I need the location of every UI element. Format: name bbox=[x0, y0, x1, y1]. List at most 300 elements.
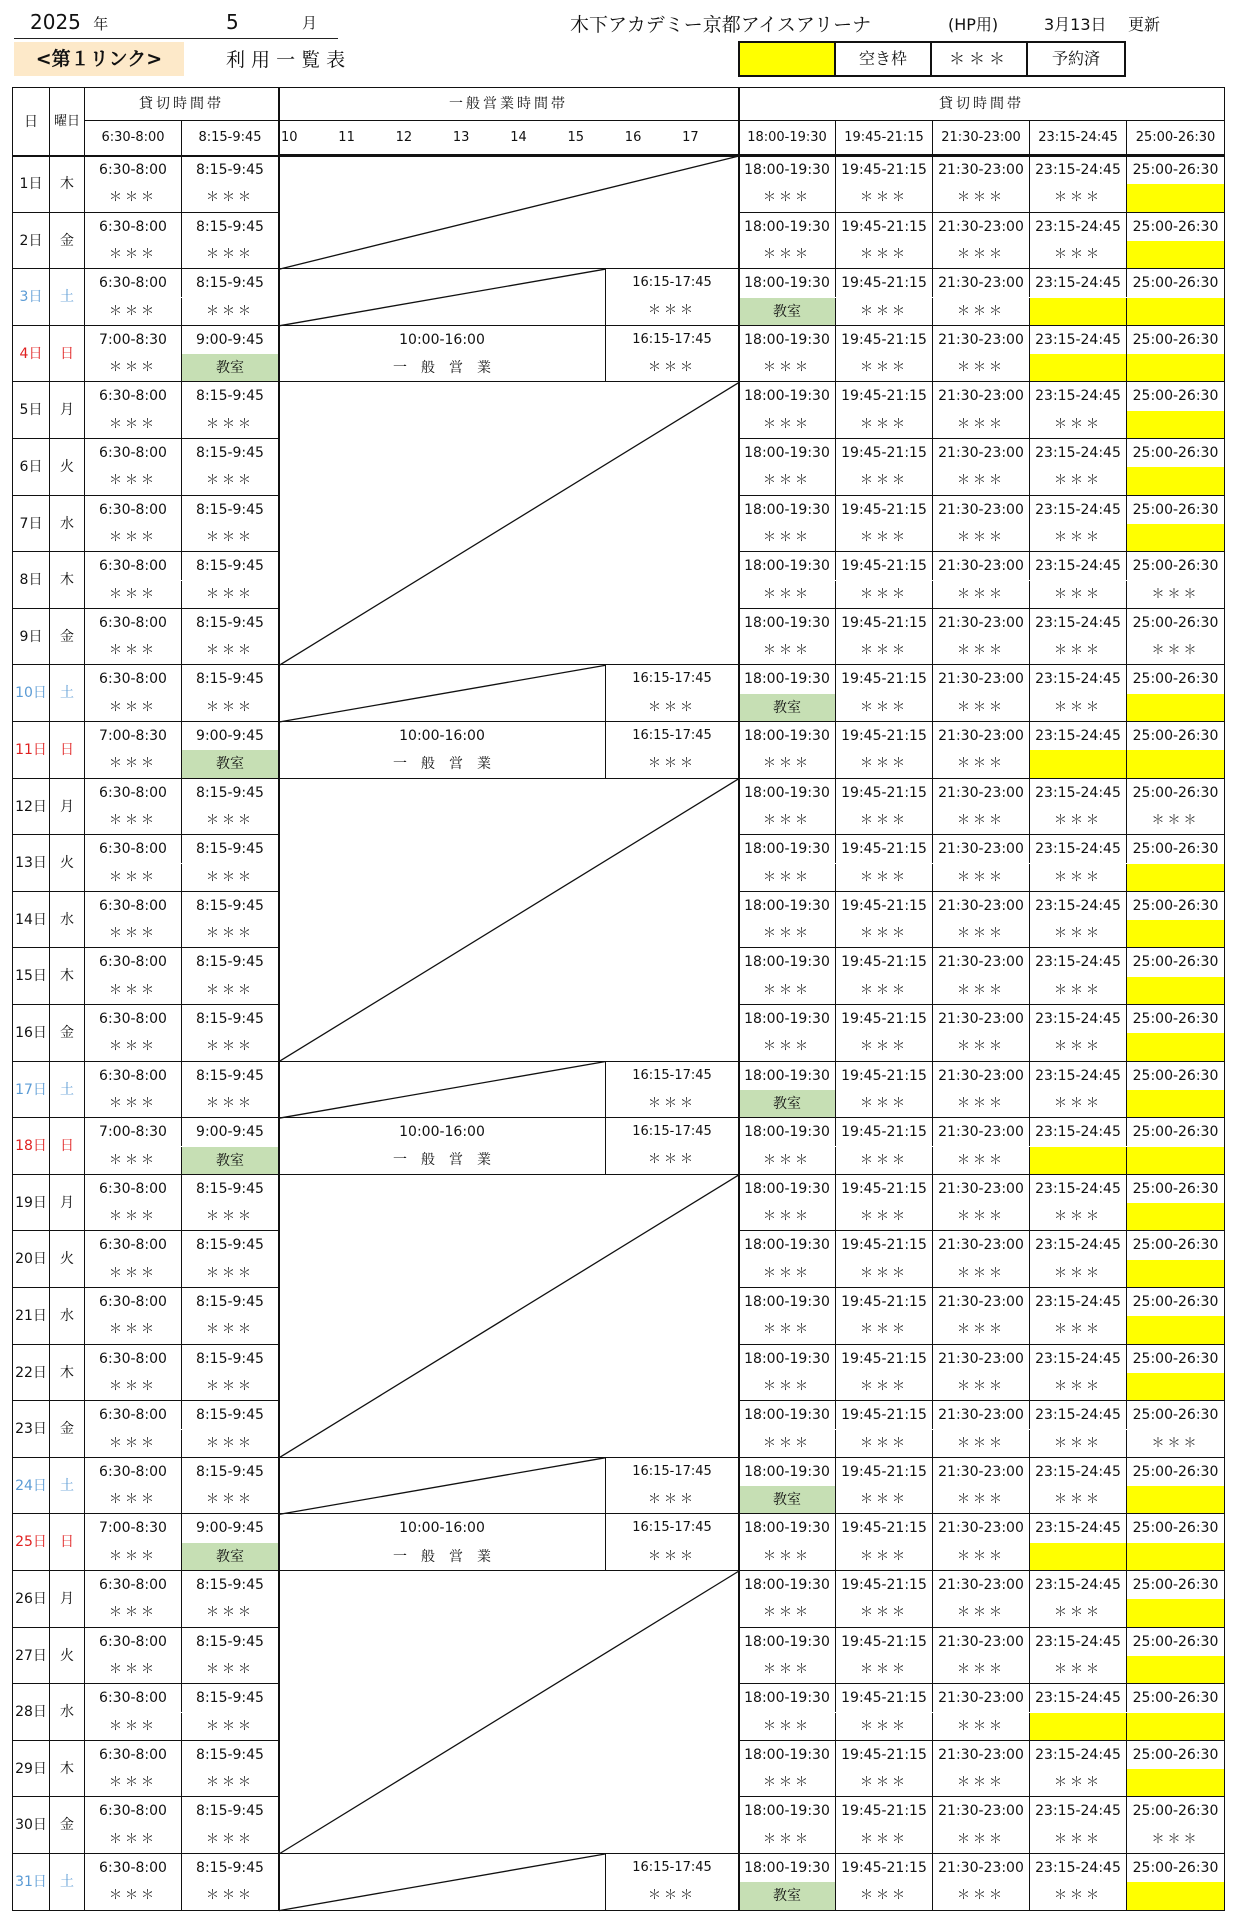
evening-slot-time: 21:30-23:00 bbox=[933, 1175, 1030, 1203]
evening-slot-status: ＊＊＊ bbox=[739, 467, 836, 495]
evening-slot-time: 19:45-21:15 bbox=[836, 213, 933, 241]
morning-slot-time: 8:15-9:45 bbox=[182, 552, 279, 580]
general-area bbox=[279, 722, 739, 779]
evening-slot-time: 21:30-23:00 bbox=[933, 1514, 1030, 1542]
morning-slot-status: ＊＊＊ bbox=[182, 977, 279, 1005]
morning-slot-time: 6:30-8:00 bbox=[85, 1175, 182, 1203]
morning-slot-time: 8:15-9:45 bbox=[182, 1458, 279, 1486]
weekday-label: 水 bbox=[50, 1288, 85, 1345]
evening-slot-status: ＊＊＊ bbox=[1030, 1656, 1127, 1684]
evening-slot-status: ＊＊＊ bbox=[739, 1316, 836, 1344]
hour-tick-17: 17 bbox=[682, 130, 699, 145]
morning-slot-status: ＊＊＊ bbox=[182, 1430, 279, 1458]
year-unit: 年 bbox=[93, 15, 109, 33]
header-general: 一般営業時間帯 bbox=[279, 88, 739, 121]
year bbox=[30, 10, 108, 34]
day-label: 25日 bbox=[13, 1514, 50, 1571]
morning-slot-status: ＊＊＊ bbox=[182, 524, 279, 552]
evening-slot-time: 18:00-19:30 bbox=[739, 1345, 836, 1373]
morning-slot-status: ＊＊＊ bbox=[85, 184, 182, 212]
evening-slot-time: 23:15-24:45 bbox=[1030, 1005, 1127, 1033]
evening-slot-status: ＊＊＊ bbox=[933, 241, 1030, 269]
evening-slot-time: 18:00-19:30 bbox=[739, 722, 836, 750]
open-slot bbox=[1127, 1656, 1225, 1684]
evening-slot-status: ＊＊＊ bbox=[739, 1769, 836, 1797]
month-value: 5 bbox=[226, 10, 239, 34]
evening-slot-status: ＊＊＊ bbox=[933, 750, 1030, 778]
evening-slot-time: 23:15-24:45 bbox=[1030, 382, 1127, 410]
evening-slot-time: 19:45-21:15 bbox=[836, 1797, 933, 1825]
header-slot-1: 6:30-8:00 bbox=[85, 121, 182, 156]
morning-slot-time: 9:00-9:45 bbox=[182, 722, 279, 750]
open-slot bbox=[1030, 1543, 1127, 1571]
evening-slot-status: ＊＊＊ bbox=[933, 1090, 1030, 1118]
evening-slot-status: ＊＊＊ bbox=[836, 411, 933, 439]
evening-slot-status: ＊＊＊ bbox=[933, 1147, 1030, 1175]
general-closed-block bbox=[279, 156, 739, 269]
evening-slot-time: 18:00-19:30 bbox=[739, 326, 836, 354]
evening-slot-status: ＊＊＊ bbox=[739, 1260, 836, 1288]
day-label: 1日 bbox=[13, 156, 50, 213]
general-closed-block bbox=[279, 779, 739, 1062]
morning-slot-status: ＊＊＊ bbox=[85, 1656, 182, 1684]
open-slot bbox=[1127, 1147, 1225, 1175]
evening-slot-status: ＊＊＊ bbox=[739, 807, 836, 835]
evening-slot-time: 23:15-24:45 bbox=[1030, 1797, 1127, 1825]
evening-slot-time: 19:45-21:15 bbox=[836, 1628, 933, 1656]
evening-slot-status: ＊＊＊ bbox=[739, 411, 836, 439]
open-slot bbox=[1127, 354, 1225, 382]
evening-slot-time: 23:15-24:45 bbox=[1030, 439, 1127, 467]
facility-name: 木下アカデミー京都アイスアリーナ bbox=[570, 14, 872, 36]
evening-slot-time: 21:30-23:00 bbox=[933, 439, 1030, 467]
evening-slot-time: 21:30-23:00 bbox=[933, 1345, 1030, 1373]
evening-slot-time: 21:30-23:00 bbox=[933, 948, 1030, 976]
evening-slot-status: ＊＊＊ bbox=[1030, 1826, 1127, 1854]
morning-slot-status: ＊＊＊ bbox=[85, 1033, 182, 1061]
weekday-label: 火 bbox=[50, 1231, 85, 1288]
morning-slot-status: ＊＊＊ bbox=[85, 1316, 182, 1344]
weekday-label: 日 bbox=[50, 326, 85, 383]
general-area bbox=[279, 1514, 739, 1571]
general-closed-block bbox=[279, 1175, 739, 1458]
sat-slot-time: 16:15-17:45 bbox=[632, 275, 712, 291]
evening-slot-time: 23:15-24:45 bbox=[1030, 1741, 1127, 1769]
weekday-label: 土 bbox=[50, 1854, 85, 1911]
morning-slot-time: 6:30-8:00 bbox=[85, 1062, 182, 1090]
header-slot-evening-3: 21:30-23:00 bbox=[933, 121, 1030, 156]
evening-slot-status: ＊＊＊ bbox=[1030, 1090, 1127, 1118]
general-area bbox=[279, 326, 739, 383]
evening-slot-status: ＊＊＊ bbox=[739, 524, 836, 552]
evening-slot-time: 19:45-21:15 bbox=[836, 1118, 933, 1146]
evening-slot-status: ＊＊＊ bbox=[739, 1713, 836, 1741]
morning-slot-time: 8:15-9:45 bbox=[182, 1288, 279, 1316]
evening-slot-time: 23:15-24:45 bbox=[1030, 1514, 1127, 1542]
evening-slot-time: 18:00-19:30 bbox=[739, 892, 836, 920]
open-slot bbox=[1127, 1373, 1225, 1401]
lesson-cell: 教室 bbox=[739, 1090, 836, 1118]
evening-slot-time: 21:30-23:00 bbox=[933, 1741, 1030, 1769]
evening-slot-status: ＊＊＊ bbox=[739, 920, 836, 948]
morning-slot-status: ＊＊＊ bbox=[85, 1373, 182, 1401]
evening-slot-time: 23:15-24:45 bbox=[1030, 326, 1127, 354]
open-slot bbox=[1127, 750, 1225, 778]
general-time: 10:00-16:00 bbox=[399, 1520, 485, 1537]
evening-slot-status: ＊＊＊ bbox=[836, 1486, 933, 1514]
evening-slot-status: ＊＊＊ bbox=[836, 354, 933, 382]
evening-slot-time: 21:30-23:00 bbox=[933, 722, 1030, 750]
sat-slot-status: ＊＊＊ bbox=[647, 1888, 696, 1904]
sat-slot-time: 16:15-17:45 bbox=[632, 331, 712, 347]
weekday-label: 土 bbox=[50, 1458, 85, 1515]
legend-stars: ＊＊＊ bbox=[930, 41, 1028, 77]
evening-slot-time: 21:30-23:00 bbox=[933, 1231, 1030, 1259]
morning-slot-time: 8:15-9:45 bbox=[182, 213, 279, 241]
legend-reserved: 予約済 bbox=[1026, 41, 1126, 77]
morning-slot-status: ＊＊＊ bbox=[182, 241, 279, 269]
evening-slot-time: 23:15-24:45 bbox=[1030, 1345, 1127, 1373]
open-slot bbox=[1030, 1713, 1127, 1741]
morning-slot-status: ＊＊＊ bbox=[85, 1543, 182, 1571]
evening-slot-time: 21:30-23:00 bbox=[933, 213, 1030, 241]
evening-slot-status: ＊＊＊ bbox=[1030, 1430, 1127, 1458]
morning-slot-time: 9:00-9:45 bbox=[182, 326, 279, 354]
evening-slot-status: ＊＊＊ bbox=[1030, 1882, 1127, 1910]
morning-slot-status: ＊＊＊ bbox=[85, 1882, 182, 1910]
evening-slot-time: 19:45-21:15 bbox=[836, 1571, 933, 1599]
evening-slot-time: 21:30-23:00 bbox=[933, 1628, 1030, 1656]
morning-slot-time: 8:15-9:45 bbox=[182, 779, 279, 807]
evening-slot-status: ＊＊＊ bbox=[739, 1656, 836, 1684]
open-slot bbox=[1127, 1090, 1225, 1118]
lesson-cell: 教室 bbox=[182, 750, 279, 778]
evening-slot-time: 25:00-26:30 bbox=[1127, 269, 1225, 297]
evening-slot-status: ＊＊＊ bbox=[836, 1260, 933, 1288]
open-slot bbox=[1127, 411, 1225, 439]
morning-slot-time: 8:15-9:45 bbox=[182, 1854, 279, 1882]
morning-slot-status: ＊＊＊ bbox=[182, 920, 279, 948]
header-weekday: 曜日 bbox=[50, 88, 85, 156]
morning-slot-status: ＊＊＊ bbox=[85, 807, 182, 835]
morning-slot-status: ＊＊＊ bbox=[85, 354, 182, 382]
morning-slot-time: 7:00-8:30 bbox=[85, 722, 182, 750]
evening-slot-time: 21:30-23:00 bbox=[933, 835, 1030, 863]
open-slot bbox=[1030, 354, 1127, 382]
evening-slot-time: 25:00-26:30 bbox=[1127, 948, 1225, 976]
evening-slot-time: 21:30-23:00 bbox=[933, 1684, 1030, 1712]
evening-slot-status: ＊＊＊ bbox=[933, 1033, 1030, 1061]
morning-slot-status: ＊＊＊ bbox=[182, 1656, 279, 1684]
morning-slot-status: ＊＊＊ bbox=[85, 467, 182, 495]
evening-slot-status: ＊＊＊ bbox=[739, 1147, 836, 1175]
morning-slot-status: ＊＊＊ bbox=[85, 1090, 182, 1118]
general-closed-block bbox=[279, 1571, 739, 1854]
day-label: 5日 bbox=[13, 382, 50, 439]
evening-slot-time: 18:00-19:30 bbox=[739, 1231, 836, 1259]
evening-slot-time: 18:00-19:30 bbox=[739, 1005, 836, 1033]
evening-slot-status: ＊＊＊ bbox=[933, 694, 1030, 722]
header-slot-evening-1: 18:00-19:30 bbox=[739, 121, 836, 156]
morning-slot-status: ＊＊＊ bbox=[182, 1826, 279, 1854]
weekday-label: 木 bbox=[50, 552, 85, 609]
evening-slot-time: 23:15-24:45 bbox=[1030, 1062, 1127, 1090]
evening-slot-time: 25:00-26:30 bbox=[1127, 1797, 1225, 1825]
weekday-label: 木 bbox=[50, 948, 85, 1005]
evening-slot-time: 18:00-19:30 bbox=[739, 1514, 836, 1542]
weekday-label: 土 bbox=[50, 665, 85, 722]
evening-slot-status: ＊＊＊ bbox=[836, 1769, 933, 1797]
morning-slot-status: ＊＊＊ bbox=[85, 1430, 182, 1458]
evening-slot-time: 25:00-26:30 bbox=[1127, 892, 1225, 920]
open-slot bbox=[1127, 977, 1225, 1005]
evening-slot-time: 25:00-26:30 bbox=[1127, 835, 1225, 863]
evening-slot-time: 18:00-19:30 bbox=[739, 1854, 836, 1882]
day-label: 18日 bbox=[13, 1118, 50, 1175]
evening-slot-status: ＊＊＊ bbox=[933, 1882, 1030, 1910]
evening-slot-time: 25:00-26:30 bbox=[1127, 439, 1225, 467]
hour-tick-14: 14 bbox=[510, 130, 527, 145]
evening-slot-time: 18:00-19:30 bbox=[739, 609, 836, 637]
evening-slot-time: 23:15-24:45 bbox=[1030, 269, 1127, 297]
sat-slot-time: 16:15-17:45 bbox=[632, 671, 712, 687]
day-label: 29日 bbox=[13, 1741, 50, 1798]
general-area bbox=[279, 1854, 739, 1911]
morning-slot-time: 6:30-8:00 bbox=[85, 948, 182, 976]
evening-slot-time: 18:00-19:30 bbox=[739, 1062, 836, 1090]
section-divider bbox=[278, 88, 280, 1911]
open-slot bbox=[1127, 1486, 1225, 1514]
evening-slot-status: ＊＊＊ bbox=[836, 694, 933, 722]
evening-slot-status: ＊＊＊ bbox=[836, 977, 933, 1005]
open-slot bbox=[1127, 1260, 1225, 1288]
day-label: 13日 bbox=[13, 835, 50, 892]
evening-slot-time: 23:15-24:45 bbox=[1030, 892, 1127, 920]
evening-slot-time: 25:00-26:30 bbox=[1127, 1345, 1225, 1373]
morning-slot-time: 6:30-8:00 bbox=[85, 1854, 182, 1882]
morning-slot-time: 6:30-8:00 bbox=[85, 609, 182, 637]
morning-slot-status: ＊＊＊ bbox=[182, 1090, 279, 1118]
evening-slot-status: ＊＊＊ bbox=[739, 1373, 836, 1401]
morning-slot-status: ＊＊＊ bbox=[182, 411, 279, 439]
evening-slot-status: ＊＊＊ bbox=[1030, 411, 1127, 439]
general-area bbox=[279, 1062, 739, 1119]
general-time: 10:00-16:00 bbox=[399, 331, 485, 348]
hour-tick-16: 16 bbox=[624, 130, 642, 145]
morning-slot-time: 6:30-8:00 bbox=[85, 665, 182, 693]
evening-slot-time: 25:00-26:30 bbox=[1127, 326, 1225, 354]
evening-slot-status: ＊＊＊ bbox=[836, 1543, 933, 1571]
evening-slot-time: 23:15-24:45 bbox=[1030, 722, 1127, 750]
evening-slot-time: 23:15-24:45 bbox=[1030, 948, 1127, 976]
morning-slot-status: ＊＊＊ bbox=[85, 1486, 182, 1514]
evening-slot-status: ＊＊＊ bbox=[739, 977, 836, 1005]
evening-slot-time: 19:45-21:15 bbox=[836, 1684, 933, 1712]
morning-slot-time: 6:30-8:00 bbox=[85, 1401, 182, 1429]
weekday-label: 木 bbox=[50, 156, 85, 213]
evening-slot-status: ＊＊＊ bbox=[1030, 977, 1127, 1005]
morning-slot-time: 8:15-9:45 bbox=[182, 1345, 279, 1373]
morning-slot-status: ＊＊＊ bbox=[85, 241, 182, 269]
morning-slot-time: 8:15-9:45 bbox=[182, 1401, 279, 1429]
evening-slot-time: 23:15-24:45 bbox=[1030, 156, 1127, 184]
day-label: 4日 bbox=[13, 326, 50, 383]
evening-slot-time: 19:45-21:15 bbox=[836, 1514, 933, 1542]
open-slot bbox=[1127, 467, 1225, 495]
sat-slot-status: ＊＊＊ bbox=[647, 303, 696, 319]
sat-slot-status: ＊＊＊ bbox=[647, 1095, 696, 1111]
evening-slot-time: 25:00-26:30 bbox=[1127, 156, 1225, 184]
day-label: 12日 bbox=[13, 779, 50, 836]
lesson-cell: 教室 bbox=[182, 1147, 279, 1175]
evening-slot-status: ＊＊＊ bbox=[836, 920, 933, 948]
morning-slot-status: ＊＊＊ bbox=[85, 750, 182, 778]
evening-slot-time: 23:15-24:45 bbox=[1030, 1628, 1127, 1656]
sat-slot-status: ＊＊＊ bbox=[647, 360, 696, 376]
morning-slot-time: 6:30-8:00 bbox=[85, 382, 182, 410]
evening-slot-status: ＊＊＊ bbox=[1030, 184, 1127, 212]
evening-slot-status: ＊＊＊ bbox=[836, 1316, 933, 1344]
evening-slot-time: 21:30-23:00 bbox=[933, 156, 1030, 184]
evening-slot-status: ＊＊＊ bbox=[836, 1203, 933, 1231]
evening-slot-status: ＊＊＊ bbox=[1030, 1373, 1127, 1401]
evening-slot-time: 19:45-21:15 bbox=[836, 1741, 933, 1769]
evening-slot-time: 18:00-19:30 bbox=[739, 156, 836, 184]
weekday-label: 金 bbox=[50, 1797, 85, 1854]
evening-slot-status: ＊＊＊ bbox=[1030, 581, 1127, 609]
evening-slot-time: 19:45-21:15 bbox=[836, 439, 933, 467]
general-label: 一般営業 bbox=[393, 360, 505, 377]
evening-slot-status: ＊＊＊ bbox=[933, 467, 1030, 495]
morning-slot-time: 6:30-8:00 bbox=[85, 1288, 182, 1316]
evening-slot-time: 19:45-21:15 bbox=[836, 382, 933, 410]
legend-open-swatch bbox=[738, 41, 836, 77]
open-slot bbox=[1030, 1147, 1127, 1175]
evening-slot-time: 18:00-19:30 bbox=[739, 779, 836, 807]
day-label: 16日 bbox=[13, 1005, 50, 1062]
evening-slot-time: 25:00-26:30 bbox=[1127, 1005, 1225, 1033]
lesson-cell: 教室 bbox=[739, 1882, 836, 1910]
weekday-label: 土 bbox=[50, 1062, 85, 1119]
evening-slot-time: 19:45-21:15 bbox=[836, 1175, 933, 1203]
header-slot-evening-2: 19:45-21:15 bbox=[836, 121, 933, 156]
evening-slot-status: ＊＊＊ bbox=[836, 750, 933, 778]
evening-slot-status: ＊＊＊ bbox=[836, 637, 933, 665]
morning-slot-time: 8:15-9:45 bbox=[182, 1062, 279, 1090]
morning-slot-status: ＊＊＊ bbox=[182, 864, 279, 892]
evening-slot-status: ＊＊＊ bbox=[836, 524, 933, 552]
lesson-cell: 教室 bbox=[739, 694, 836, 722]
hour-tick-11: 11 bbox=[338, 130, 355, 145]
morning-slot-time: 8:15-9:45 bbox=[182, 1628, 279, 1656]
evening-slot-time: 18:00-19:30 bbox=[739, 1571, 836, 1599]
year-value: 2025 bbox=[30, 10, 81, 34]
morning-slot-status: ＊＊＊ bbox=[182, 1882, 279, 1910]
morning-slot-time: 6:30-8:00 bbox=[85, 439, 182, 467]
evening-slot-time: 19:45-21:15 bbox=[836, 1231, 933, 1259]
evening-slot-status: ＊＊＊ bbox=[836, 807, 933, 835]
evening-slot-time: 25:00-26:30 bbox=[1127, 496, 1225, 524]
evening-slot-time: 19:45-21:15 bbox=[836, 1345, 933, 1373]
evening-slot-time: 19:45-21:15 bbox=[836, 326, 933, 354]
evening-slot-time: 19:45-21:15 bbox=[836, 1005, 933, 1033]
evening-slot-time: 19:45-21:15 bbox=[836, 156, 933, 184]
evening-slot-time: 25:00-26:30 bbox=[1127, 1628, 1225, 1656]
weekday-label: 土 bbox=[50, 269, 85, 326]
subtitle: 利 用 一 覧 表 bbox=[226, 49, 346, 71]
lesson-cell: 教室 bbox=[182, 354, 279, 382]
morning-slot-status: ＊＊＊ bbox=[182, 1033, 279, 1061]
morning-slot-time: 8:15-9:45 bbox=[182, 835, 279, 863]
general-label: 一般営業 bbox=[393, 756, 505, 773]
sat-slot-status: ＊＊＊ bbox=[647, 1492, 696, 1508]
evening-slot-time: 19:45-21:15 bbox=[836, 1062, 933, 1090]
evening-slot-status: ＊＊＊ bbox=[933, 1656, 1030, 1684]
evening-slot-time: 25:00-26:30 bbox=[1127, 1175, 1225, 1203]
evening-slot-time: 21:30-23:00 bbox=[933, 552, 1030, 580]
hour-tick-12: 12 bbox=[395, 130, 413, 145]
morning-slot-time: 8:15-9:45 bbox=[182, 439, 279, 467]
updated-date: 3月13日 bbox=[1044, 15, 1107, 34]
morning-slot-status: ＊＊＊ bbox=[85, 1260, 182, 1288]
evening-slot-time: 23:15-24:45 bbox=[1030, 1288, 1127, 1316]
morning-slot-time: 6:30-8:00 bbox=[85, 496, 182, 524]
morning-slot-time: 7:00-8:30 bbox=[85, 1514, 182, 1542]
evening-slot-time: 23:15-24:45 bbox=[1030, 665, 1127, 693]
evening-slot-status: ＊＊＊ bbox=[1030, 1316, 1127, 1344]
evening-slot-status: ＊＊＊ bbox=[933, 637, 1030, 665]
morning-slot-time: 6:30-8:00 bbox=[85, 1571, 182, 1599]
evening-slot-status: ＊＊＊ bbox=[1127, 581, 1225, 609]
evening-slot-time: 23:15-24:45 bbox=[1030, 496, 1127, 524]
evening-slot-time: 21:30-23:00 bbox=[933, 892, 1030, 920]
sat-slot-time: 16:15-17:45 bbox=[632, 1124, 712, 1140]
legend-open: 空き枠 bbox=[834, 41, 932, 77]
header-slot-evening-4: 23:15-24:45 bbox=[1030, 121, 1127, 156]
evening-slot-time: 19:45-21:15 bbox=[836, 609, 933, 637]
evening-slot-time: 25:00-26:30 bbox=[1127, 1458, 1225, 1486]
morning-slot-status: ＊＊＊ bbox=[85, 1769, 182, 1797]
evening-slot-time: 18:00-19:30 bbox=[739, 552, 836, 580]
weekday-label: 水 bbox=[50, 892, 85, 949]
morning-slot-status: ＊＊＊ bbox=[85, 1826, 182, 1854]
evening-slot-time: 21:30-23:00 bbox=[933, 269, 1030, 297]
evening-slot-status: ＊＊＊ bbox=[836, 1430, 933, 1458]
morning-slot-time: 6:30-8:00 bbox=[85, 1345, 182, 1373]
evening-slot-time: 25:00-26:30 bbox=[1127, 1741, 1225, 1769]
evening-slot-time: 23:15-24:45 bbox=[1030, 1118, 1127, 1146]
evening-slot-time: 25:00-26:30 bbox=[1127, 1854, 1225, 1882]
evening-slot-status: ＊＊＊ bbox=[739, 1599, 836, 1627]
evening-slot-status: ＊＊＊ bbox=[739, 750, 836, 778]
evening-slot-status: ＊＊＊ bbox=[1030, 1769, 1127, 1797]
evening-slot-time: 23:15-24:45 bbox=[1030, 1231, 1127, 1259]
morning-slot-time: 8:15-9:45 bbox=[182, 1741, 279, 1769]
general-area bbox=[279, 1458, 739, 1515]
evening-slot-time: 25:00-26:30 bbox=[1127, 213, 1225, 241]
evening-slot-status: ＊＊＊ bbox=[836, 581, 933, 609]
evening-slot-status: ＊＊＊ bbox=[933, 807, 1030, 835]
morning-slot-time: 8:15-9:45 bbox=[182, 1684, 279, 1712]
open-slot bbox=[1127, 1599, 1225, 1627]
evening-slot-time: 23:15-24:45 bbox=[1030, 1401, 1127, 1429]
morning-slot-status: ＊＊＊ bbox=[182, 1599, 279, 1627]
morning-slot-time: 7:00-8:30 bbox=[85, 326, 182, 354]
evening-slot-status: ＊＊＊ bbox=[739, 1543, 836, 1571]
evening-slot-time: 18:00-19:30 bbox=[739, 1458, 836, 1486]
evening-slot-time: 25:00-26:30 bbox=[1127, 1401, 1225, 1429]
evening-slot-status: ＊＊＊ bbox=[933, 1543, 1030, 1571]
